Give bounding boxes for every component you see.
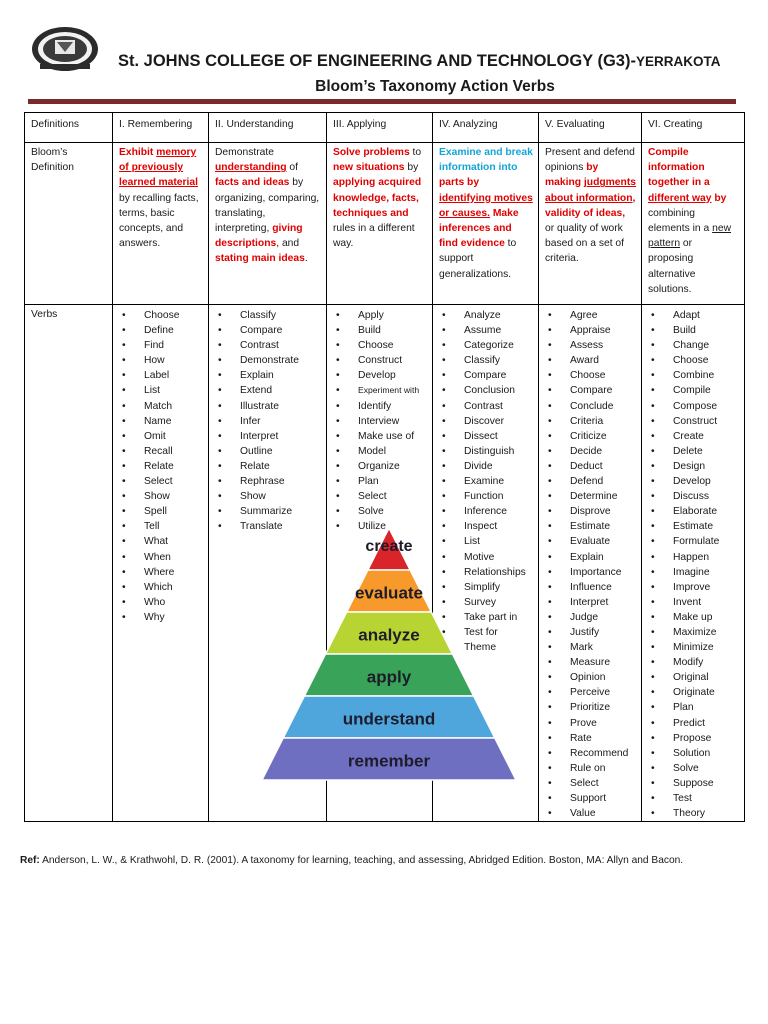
verb-item: • Influence — [545, 580, 636, 595]
verb-item: • Take part in — [439, 610, 533, 625]
header-cell-evaluating: V. Evaluating — [539, 113, 642, 143]
verb-item: • Show — [119, 489, 203, 504]
pyramid-label-evaluate: evaluate — [354, 583, 424, 603]
definition-row-label: Bloom’s Definition — [25, 143, 113, 305]
verb-item: • Invent — [648, 595, 739, 610]
verb-item: • Test for — [439, 625, 533, 640]
table-header-row — [25, 113, 745, 143]
verb-item: • Function — [439, 489, 533, 504]
verbs-row-label: Verbs — [25, 305, 113, 822]
verb-item: • Analyze — [439, 308, 533, 323]
verb-item: • Identify — [333, 399, 427, 414]
header-cell-analyzing: IV. Analyzing — [433, 113, 539, 143]
verb-item: • Select — [333, 489, 427, 504]
verbs-creating — [642, 305, 745, 822]
verb-item: • Survey — [439, 595, 533, 610]
verb-item: • Build — [333, 323, 427, 338]
verb-item: • Combine — [648, 368, 739, 383]
verb-item: • Choose — [648, 353, 739, 368]
verb-item: • Determine — [545, 489, 636, 504]
verb-item: • Extend — [215, 383, 321, 398]
verb-item: • Develop — [333, 368, 427, 383]
header-cell-applying: III. Applying — [327, 113, 433, 143]
verb-item: • Discuss — [648, 489, 739, 504]
definition-evaluating: Present and defend opinions by making judgments about information, validity of ideas, or quality of work based on a set of criteria. — [539, 143, 642, 305]
verb-item: • Develop — [648, 474, 739, 489]
verb-item: • Prove — [545, 716, 636, 731]
verb-item: • Inference — [439, 504, 533, 519]
definition-analyzing: Examine and break information into parts by identifying motives or causes. Make inferences and find evidence to support generalizations. — [433, 143, 539, 305]
verb-item: • Support — [545, 791, 636, 806]
verb-item: • Examine — [439, 474, 533, 489]
verb-item: • Relate — [215, 459, 321, 474]
header-cell-definitions: Definitions — [25, 113, 113, 143]
verb-item: • Model — [333, 444, 427, 459]
verb-item: • Compare — [215, 323, 321, 338]
verb-item: • Omit — [119, 429, 203, 444]
verb-item: • Illustrate — [215, 399, 321, 414]
verb-item: • Solve — [333, 504, 427, 519]
verb-item: • Why — [119, 610, 203, 625]
pyramid-label-analyze: analyze — [358, 625, 420, 645]
verb-item: • Award — [545, 353, 636, 368]
verb-item: • Select — [545, 776, 636, 791]
verb-item: • Disprove — [545, 504, 636, 519]
header-cell-understanding: II. Understanding — [209, 113, 327, 143]
verb-item: • What — [119, 534, 203, 549]
verb-item: • Maximize — [648, 625, 739, 640]
verb-item: • Create — [648, 429, 739, 444]
verb-item: • Utilize — [333, 519, 427, 534]
verb-item: • How — [119, 353, 203, 368]
verb-item: • Choose — [333, 338, 427, 353]
verb-item: • Find — [119, 338, 203, 353]
verb-item: • Mark — [545, 640, 636, 655]
verb-item: • List — [119, 383, 203, 398]
pyramid-label-apply: apply — [366, 667, 412, 687]
verb-item: • Estimate — [545, 519, 636, 534]
verb-item: • Estimate — [648, 519, 739, 534]
verb-item: • Defend — [545, 474, 636, 489]
verb-item: • Translate — [215, 519, 321, 534]
verb-item: • Show — [215, 489, 321, 504]
verb-item: • Relate — [119, 459, 203, 474]
verb-item: • Perceive — [545, 685, 636, 700]
verb-item: • Build — [648, 323, 739, 338]
verb-item: • Minimize — [648, 640, 739, 655]
verb-item: • Conclusion — [439, 383, 533, 398]
header-cell-creating: VI. Creating — [642, 113, 745, 143]
verb-item: • Choose — [545, 368, 636, 383]
page-title: Bloom’s Taxonomy Action Verbs — [315, 78, 555, 95]
verb-item: • Who — [119, 595, 203, 610]
verb-item: • Prioritize — [545, 700, 636, 715]
verb-item: • Happen — [648, 550, 739, 565]
verb-item: • Assess — [545, 338, 636, 353]
verb-item: • Value — [545, 806, 636, 821]
verb-item: • Agree — [545, 308, 636, 323]
verb-item: • Predict — [648, 716, 739, 731]
verb-item: • Construct — [648, 414, 739, 429]
verb-item: • Compare — [545, 383, 636, 398]
verb-item: • Elaborate — [648, 504, 739, 519]
verb-item: • Solve — [648, 761, 739, 776]
verb-item: • Match — [119, 399, 203, 414]
verb-item: • Classify — [215, 308, 321, 323]
verb-item: • Demonstrate — [215, 353, 321, 368]
verb-item: • Criteria — [545, 414, 636, 429]
verb-item: • Summarize — [215, 504, 321, 519]
verb-item: • Relationships — [439, 565, 533, 580]
verb-item: • Deduct — [545, 459, 636, 474]
verb-item: • Test — [648, 791, 739, 806]
verb-item: • Criticize — [545, 429, 636, 444]
verb-item: • Explain — [545, 550, 636, 565]
verb-item: • Apply — [333, 308, 427, 323]
verb-item: • Motive — [439, 550, 533, 565]
verb-item: • Judge — [545, 610, 636, 625]
verb-item: • Imagine — [648, 565, 739, 580]
verb-item: • Contrast — [439, 399, 533, 414]
verb-item: • Assume — [439, 323, 533, 338]
verb-item: • Adapt — [648, 308, 739, 323]
verb-item: • Outline — [215, 444, 321, 459]
verb-item: • Appraise — [545, 323, 636, 338]
verb-item: • Define — [119, 323, 203, 338]
verb-item: • Improve — [648, 580, 739, 595]
verb-item: • Plan — [648, 700, 739, 715]
reference-citation: Ref: Anderson, L. W., & Krathwohl, D. R. (2001). A taxonomy for learning, teaching, and assessing, Abridged Edition. Boston, MA: Allyn and Bacon. — [20, 855, 684, 866]
verb-item: • Construct — [333, 353, 427, 368]
verb-item: • Infer — [215, 414, 321, 429]
header-cell-remembering: I. Remembering — [113, 113, 209, 143]
verb-item: • List — [439, 534, 533, 549]
verb-item: • Plan — [333, 474, 427, 489]
verb-item: • Conclude — [545, 399, 636, 414]
verb-item: • Organize — [333, 459, 427, 474]
verb-item: • Simplify — [439, 580, 533, 595]
verb-item: • Formulate — [648, 534, 739, 549]
pyramid-label-understand: understand — [342, 709, 436, 729]
definition-applying: Solve problems to new situations by applying acquired knowledge, facts, techniques and rules in a different way. — [327, 143, 433, 305]
verb-item: • Originate — [648, 685, 739, 700]
verb-item: • Recommend — [545, 746, 636, 761]
verb-item: • Justify — [545, 625, 636, 640]
verb-item: • Compose — [648, 399, 739, 414]
verb-item: • Suppose — [648, 776, 739, 791]
verb-item: • Categorize — [439, 338, 533, 353]
verb-item: • Make use of — [333, 429, 427, 444]
verb-item: • Dissect — [439, 429, 533, 444]
verb-item: • Original — [648, 670, 739, 685]
header-divider — [28, 99, 736, 104]
definition-understanding: Demonstrate understanding of facts and ideas by organizing, comparing, translating, interpreting, giving descriptions, and stating main ideas. — [209, 143, 327, 305]
pyramid-label-remember: remember — [347, 751, 431, 771]
verb-item: • Divide — [439, 459, 533, 474]
college-logo — [30, 24, 100, 74]
definition-row — [25, 143, 745, 305]
verbs-remembering — [113, 305, 209, 822]
verb-item: • Solution — [648, 746, 739, 761]
verb-item: • Which — [119, 580, 203, 595]
definition-remembering: Exhibit memory of previously learned material by recalling facts, terms, basic concepts, and answers. — [113, 143, 209, 305]
verb-item: • Recall — [119, 444, 203, 459]
verb-item: • Explain — [215, 368, 321, 383]
verb-item: • Discover — [439, 414, 533, 429]
verb-item: • Decide — [545, 444, 636, 459]
verb-item: • Classify — [439, 353, 533, 368]
verb-item: • Modify — [648, 655, 739, 670]
verb-item: • Where — [119, 565, 203, 580]
verb-item: • Rephrase — [215, 474, 321, 489]
verb-item: • Opinion — [545, 670, 636, 685]
verb-item: • Delete — [648, 444, 739, 459]
verb-item: • Compare — [439, 368, 533, 383]
verb-item: • Interpret — [215, 429, 321, 444]
verb-item: • Interpret — [545, 595, 636, 610]
definition-creating: Compile information together in a different way by combining elements in a new pattern or proposing alternative solutions. — [642, 143, 745, 305]
verb-item: • Interview — [333, 414, 427, 429]
verb-item: • Design — [648, 459, 739, 474]
college-name: St. JOHNS COLLEGE OF ENGINEERING AND TECHNOLOGY (G3)-YERRAKOTA — [118, 52, 721, 70]
verb-item: • Spell — [119, 504, 203, 519]
verb-item: • Inspect — [439, 519, 533, 534]
pyramid-label-create: create — [365, 538, 413, 556]
verb-item: • Contrast — [215, 338, 321, 353]
verb-item: • Label — [119, 368, 203, 383]
verb-item: • Experiment with — [333, 383, 427, 398]
verb-item: • When — [119, 550, 203, 565]
verb-item: • Rate — [545, 731, 636, 746]
verb-item: • Choose — [119, 308, 203, 323]
verb-item: • Evaluate — [545, 534, 636, 549]
verb-item: • Propose — [648, 731, 739, 746]
verbs-evaluating — [539, 305, 642, 822]
verb-item: • Distinguish — [439, 444, 533, 459]
verb-item: • Tell — [119, 519, 203, 534]
verb-item: • Name — [119, 414, 203, 429]
verb-item: • Select — [119, 474, 203, 489]
verb-item: • Compile — [648, 383, 739, 398]
verb-item: • Rule on — [545, 761, 636, 776]
blooms-pyramid — [262, 518, 516, 790]
verb-item: • Importance — [545, 565, 636, 580]
verb-item: • Measure — [545, 655, 636, 670]
verb-item: • Make up — [648, 610, 739, 625]
verb-item: • Theory — [648, 806, 739, 821]
verb-item: • Theme — [439, 640, 533, 655]
verb-item: • Change — [648, 338, 739, 353]
